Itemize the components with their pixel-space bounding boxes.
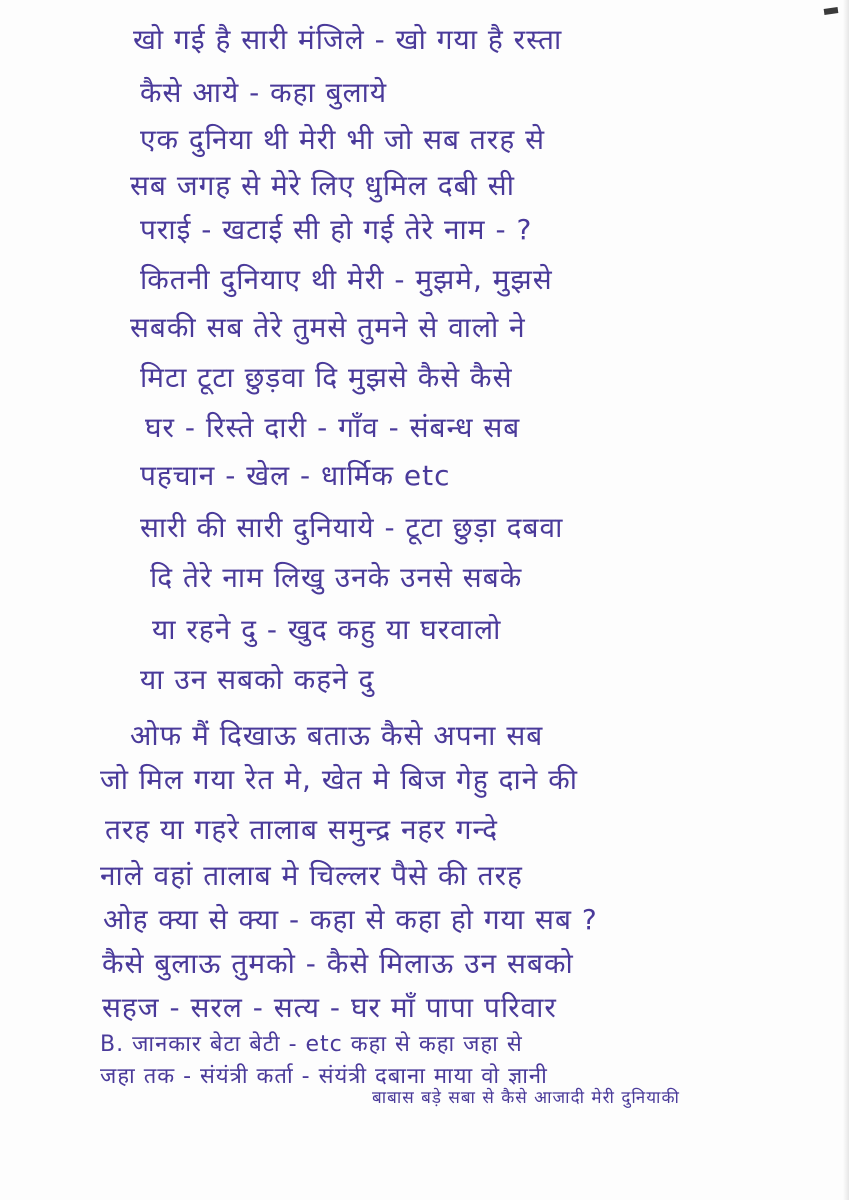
text-line: ओफ मैं दिखाऊ बताऊ कैसे अपना सब (130, 719, 544, 752)
text-line: एक दुनिया थी मेरी भी जो सब तरह से (140, 123, 546, 156)
text-line: खो गई है सारी मंजिले - खो गया है रस्ता (133, 23, 563, 56)
text-line: या उन सबको कहने दु (140, 663, 375, 696)
text-line: जो मिल गया रेत मे, खेत मे बिज गेहु दाने की (100, 763, 578, 796)
text-line: पराई - खटाई सी हो गई तेरे नाम - ? (140, 213, 533, 246)
text-line: पहचान - खेल - धार्मिक etc (140, 459, 451, 492)
text-line: मिटा टूटा छुड़वा दि मुझसे कैसे कैसे (140, 361, 513, 394)
text-line: कैसे आये - कहा बुलाये (140, 76, 388, 109)
text-line: सब जगह से मेरे लिए धुमिल दबी सी (130, 169, 515, 202)
text-line: दि तेरे नाम लिखु उनके उनसे सबके (150, 561, 523, 594)
text-line: सबकी सब तेरे तुमसे तुमने से वालो ने (130, 311, 526, 344)
text-line: तरह या गहरे तालाब समुन्द्र नहर गन्दे (105, 813, 499, 846)
text-line: बाबास बड़े सबा से कैसे आजादी मेरी दुनियाकी (372, 1088, 680, 1108)
text-line: या रहने दु - खुद कहु या घरवालो (152, 613, 502, 646)
text-line: नाले वहां तालाब मे चिल्लर पैसे की तरह (100, 859, 523, 892)
text-line: घर - रिस्ते दारी - गाँव - संबन्ध सब (145, 411, 521, 444)
text-line: कैसे बुलाऊ तुमको - कैसे मिलाऊ उन सबको (102, 947, 574, 980)
text-line: ओह क्या से क्या - कहा से कहा हो गया सब ? (103, 903, 598, 936)
text-line: B. जानकार बेटा बेटी - etc कहा से कहा जहा से (100, 1032, 523, 1057)
text-line: सहज - सरल - सत्य - घर माँ पापा परिवार (102, 991, 557, 1024)
text-line: सारी की सारी दुनियाये - टूटा छुड़ा दबवा (140, 511, 564, 544)
text-line: जहा तक - संयंत्री कर्ता - संयंत्री दबाना माया वो ज्ञानी (100, 1064, 548, 1089)
text-line: कितनी दुनियाए थी मेरी - मुझमे, मुझसे (140, 263, 553, 296)
